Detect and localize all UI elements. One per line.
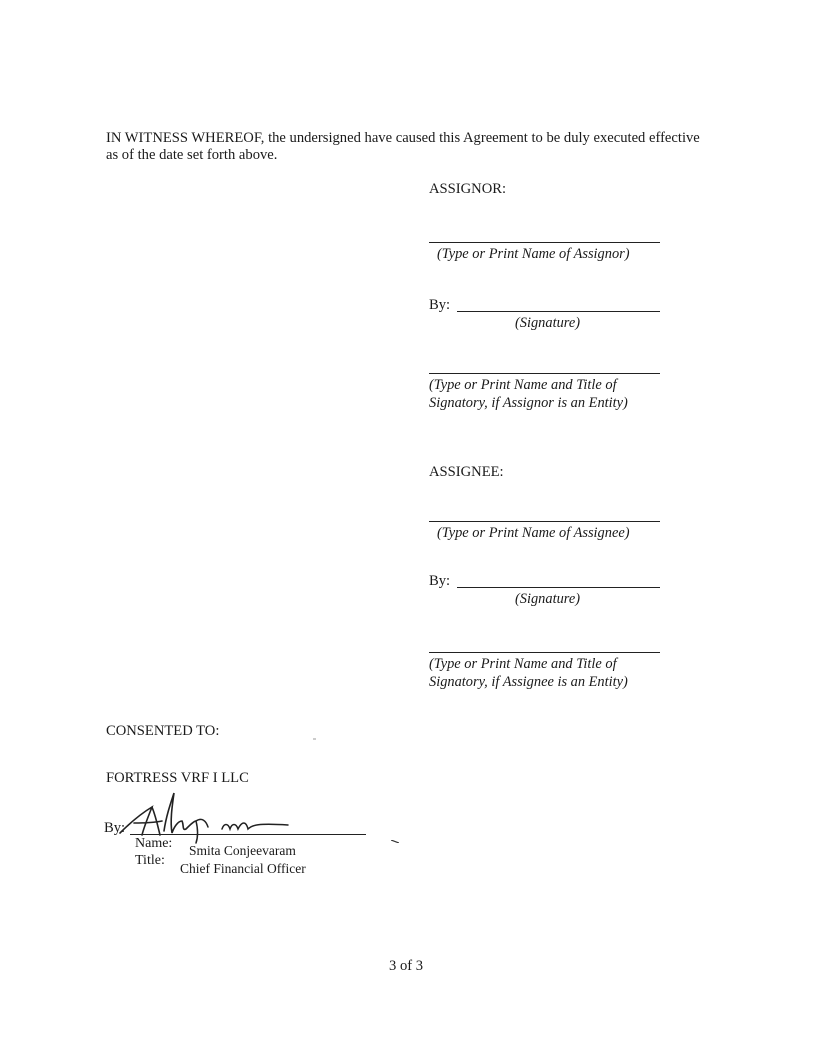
assignee-heading: ASSIGNEE: xyxy=(429,464,504,480)
assignor-name-line[interactable] xyxy=(429,242,660,243)
assignee-signature-caption: (Signature) xyxy=(515,591,581,607)
assignor-name-caption: (Type or Print Name of Assignor) xyxy=(437,246,630,262)
consent-company: FORTRESS VRF I LLC xyxy=(106,770,249,786)
assignor-title-caption-1: (Type or Print Name and Title of xyxy=(429,377,617,393)
assignee-title-caption-2: Signatory, if Assignee is an Entity) xyxy=(429,674,628,690)
assignee-title-caption-1: (Type or Print Name and Title of xyxy=(429,656,617,672)
consent-title-label: Title: xyxy=(135,853,165,868)
scan-speck xyxy=(313,738,316,740)
assignor-title-caption-2: Signatory, if Assignor is an Entity) xyxy=(429,395,628,411)
consent-name-label: Name: xyxy=(135,836,173,851)
assignee-signature-line[interactable] xyxy=(457,587,660,588)
assignor-by-label: By: xyxy=(429,297,451,313)
assignor-signature-caption: (Signature) xyxy=(515,315,581,331)
consent-signer-title: Chief Financial Officer xyxy=(180,861,306,876)
page-number: 3 of 3 xyxy=(389,958,424,974)
witness-clause: IN WITNESS WHEREOF, the undersigned have caused this Agreement to be duly executed effective as of the date set forth above. xyxy=(106,130,700,163)
consent-by-label: By: xyxy=(104,820,126,836)
assignee-name-line[interactable] xyxy=(429,521,660,522)
assignor-title-line[interactable] xyxy=(429,373,660,374)
assignee-by-label: By: xyxy=(429,573,451,589)
assignee-name-caption: (Type or Print Name of Assignee) xyxy=(437,525,630,541)
consent-heading: CONSENTED TO: xyxy=(106,723,220,739)
assignee-title-line[interactable] xyxy=(429,652,660,653)
stray-tick-mark xyxy=(391,840,399,843)
assignor-signature-line[interactable] xyxy=(457,311,660,312)
assignor-heading: ASSIGNOR: xyxy=(429,181,507,197)
consent-signer-name: Smita Conjeevaram xyxy=(189,843,296,858)
